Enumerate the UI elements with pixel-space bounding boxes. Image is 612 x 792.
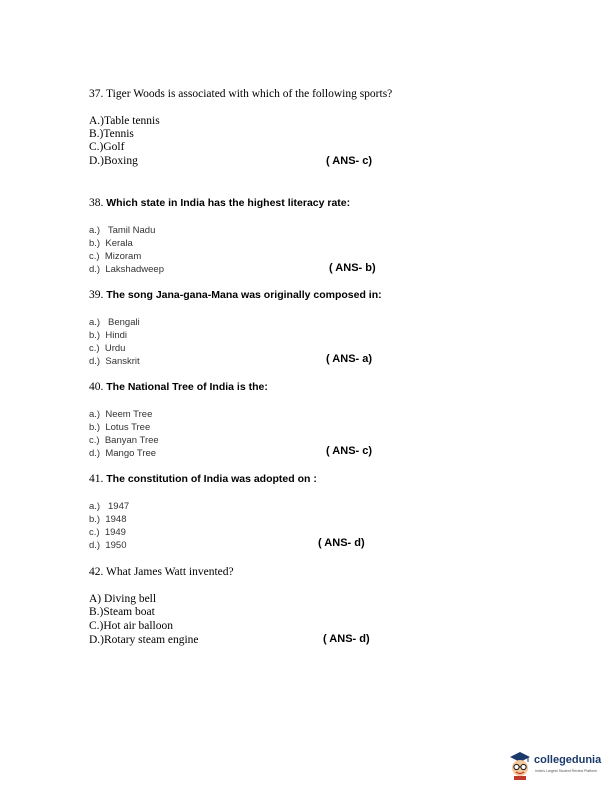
logo-tagline: India's Largest Student Review Platform [535, 769, 598, 773]
question-41 [89, 473, 317, 487]
question-38-option-a: a.) Tamil Nadu [89, 225, 156, 236]
logo-text: collegedunia [534, 754, 602, 766]
question-39-option-c: c.) Urdu [89, 343, 126, 354]
question-42-option-b: B.)Steam boat [89, 606, 155, 618]
question-40-option-b: b.) Lotus Tree [89, 422, 151, 433]
question-41-option-c: c.) 1949 [89, 527, 126, 538]
question-38-option-c: c.) Mizoram [89, 251, 142, 262]
question-42: 42. What James Watt invented? [89, 566, 234, 578]
question-40-option-d: d.) Mango Tree [89, 448, 157, 459]
question-40-option-a: a.) Neem Tree [89, 409, 153, 420]
question-40 [89, 381, 268, 395]
question-42-option-d: D.)Rotary steam engine [89, 634, 199, 646]
question-37-option-d: D.)Boxing [89, 155, 138, 167]
question-38-number: 38. [89, 197, 104, 209]
question-38 [89, 197, 350, 211]
question-40-option-c: c.) Banyan Tree [89, 435, 159, 446]
question-39-answer: ( ANS- a) [326, 353, 373, 365]
question-39-option-d: d.) Sanskrit [89, 356, 140, 367]
question-38-answer: ( ANS- b) [329, 262, 376, 274]
question-42-option-c: C.)Hot air balloon [89, 620, 173, 632]
question-38-text: Which state in India has the highest literacy rate: [106, 197, 351, 209]
question-41-number: 41. [89, 473, 104, 485]
question-40-number: 40. [89, 381, 104, 393]
question-41-option-d: d.) 1950 [89, 540, 127, 551]
question-41-answer: ( ANS- d) [318, 537, 365, 549]
collegedunia-logo [508, 748, 604, 784]
question-37-option-a: A.)Table tennis [89, 115, 160, 127]
question-39-text: The song Jana-gana-Mana was originally composed in: [106, 289, 382, 301]
question-38-option-b: b.) Kerala [89, 238, 133, 249]
question-42-answer: ( ANS- d) [323, 633, 370, 645]
question-38-option-d: d.) Lakshadweep [89, 264, 164, 275]
question-37-option-c: C.)Golf [89, 141, 125, 153]
question-42-option-a: A) Diving bell [89, 593, 157, 605]
question-40-answer: ( ANS- c) [326, 445, 373, 457]
question-41-option-a: a.) 1947 [89, 501, 130, 512]
question-37-option-b: B.)Tennis [89, 128, 134, 140]
question-37-answer: ( ANS- c) [326, 155, 373, 167]
question-40-text: The National Tree of India is the: [106, 381, 268, 393]
question-37: 37. Tiger Woods is associated with which of the following sports? [89, 88, 393, 100]
question-41-option-b: b.) 1948 [89, 514, 127, 525]
question-39 [89, 289, 382, 303]
question-41-text: The constitution of India was adopted on : [106, 473, 317, 485]
question-39-number: 39. [89, 289, 104, 301]
question-39-option-b: b.) Hindi [89, 330, 128, 341]
question-39-option-a: a.) Bengali [89, 317, 140, 328]
graduate-mascot-icon [508, 750, 532, 780]
